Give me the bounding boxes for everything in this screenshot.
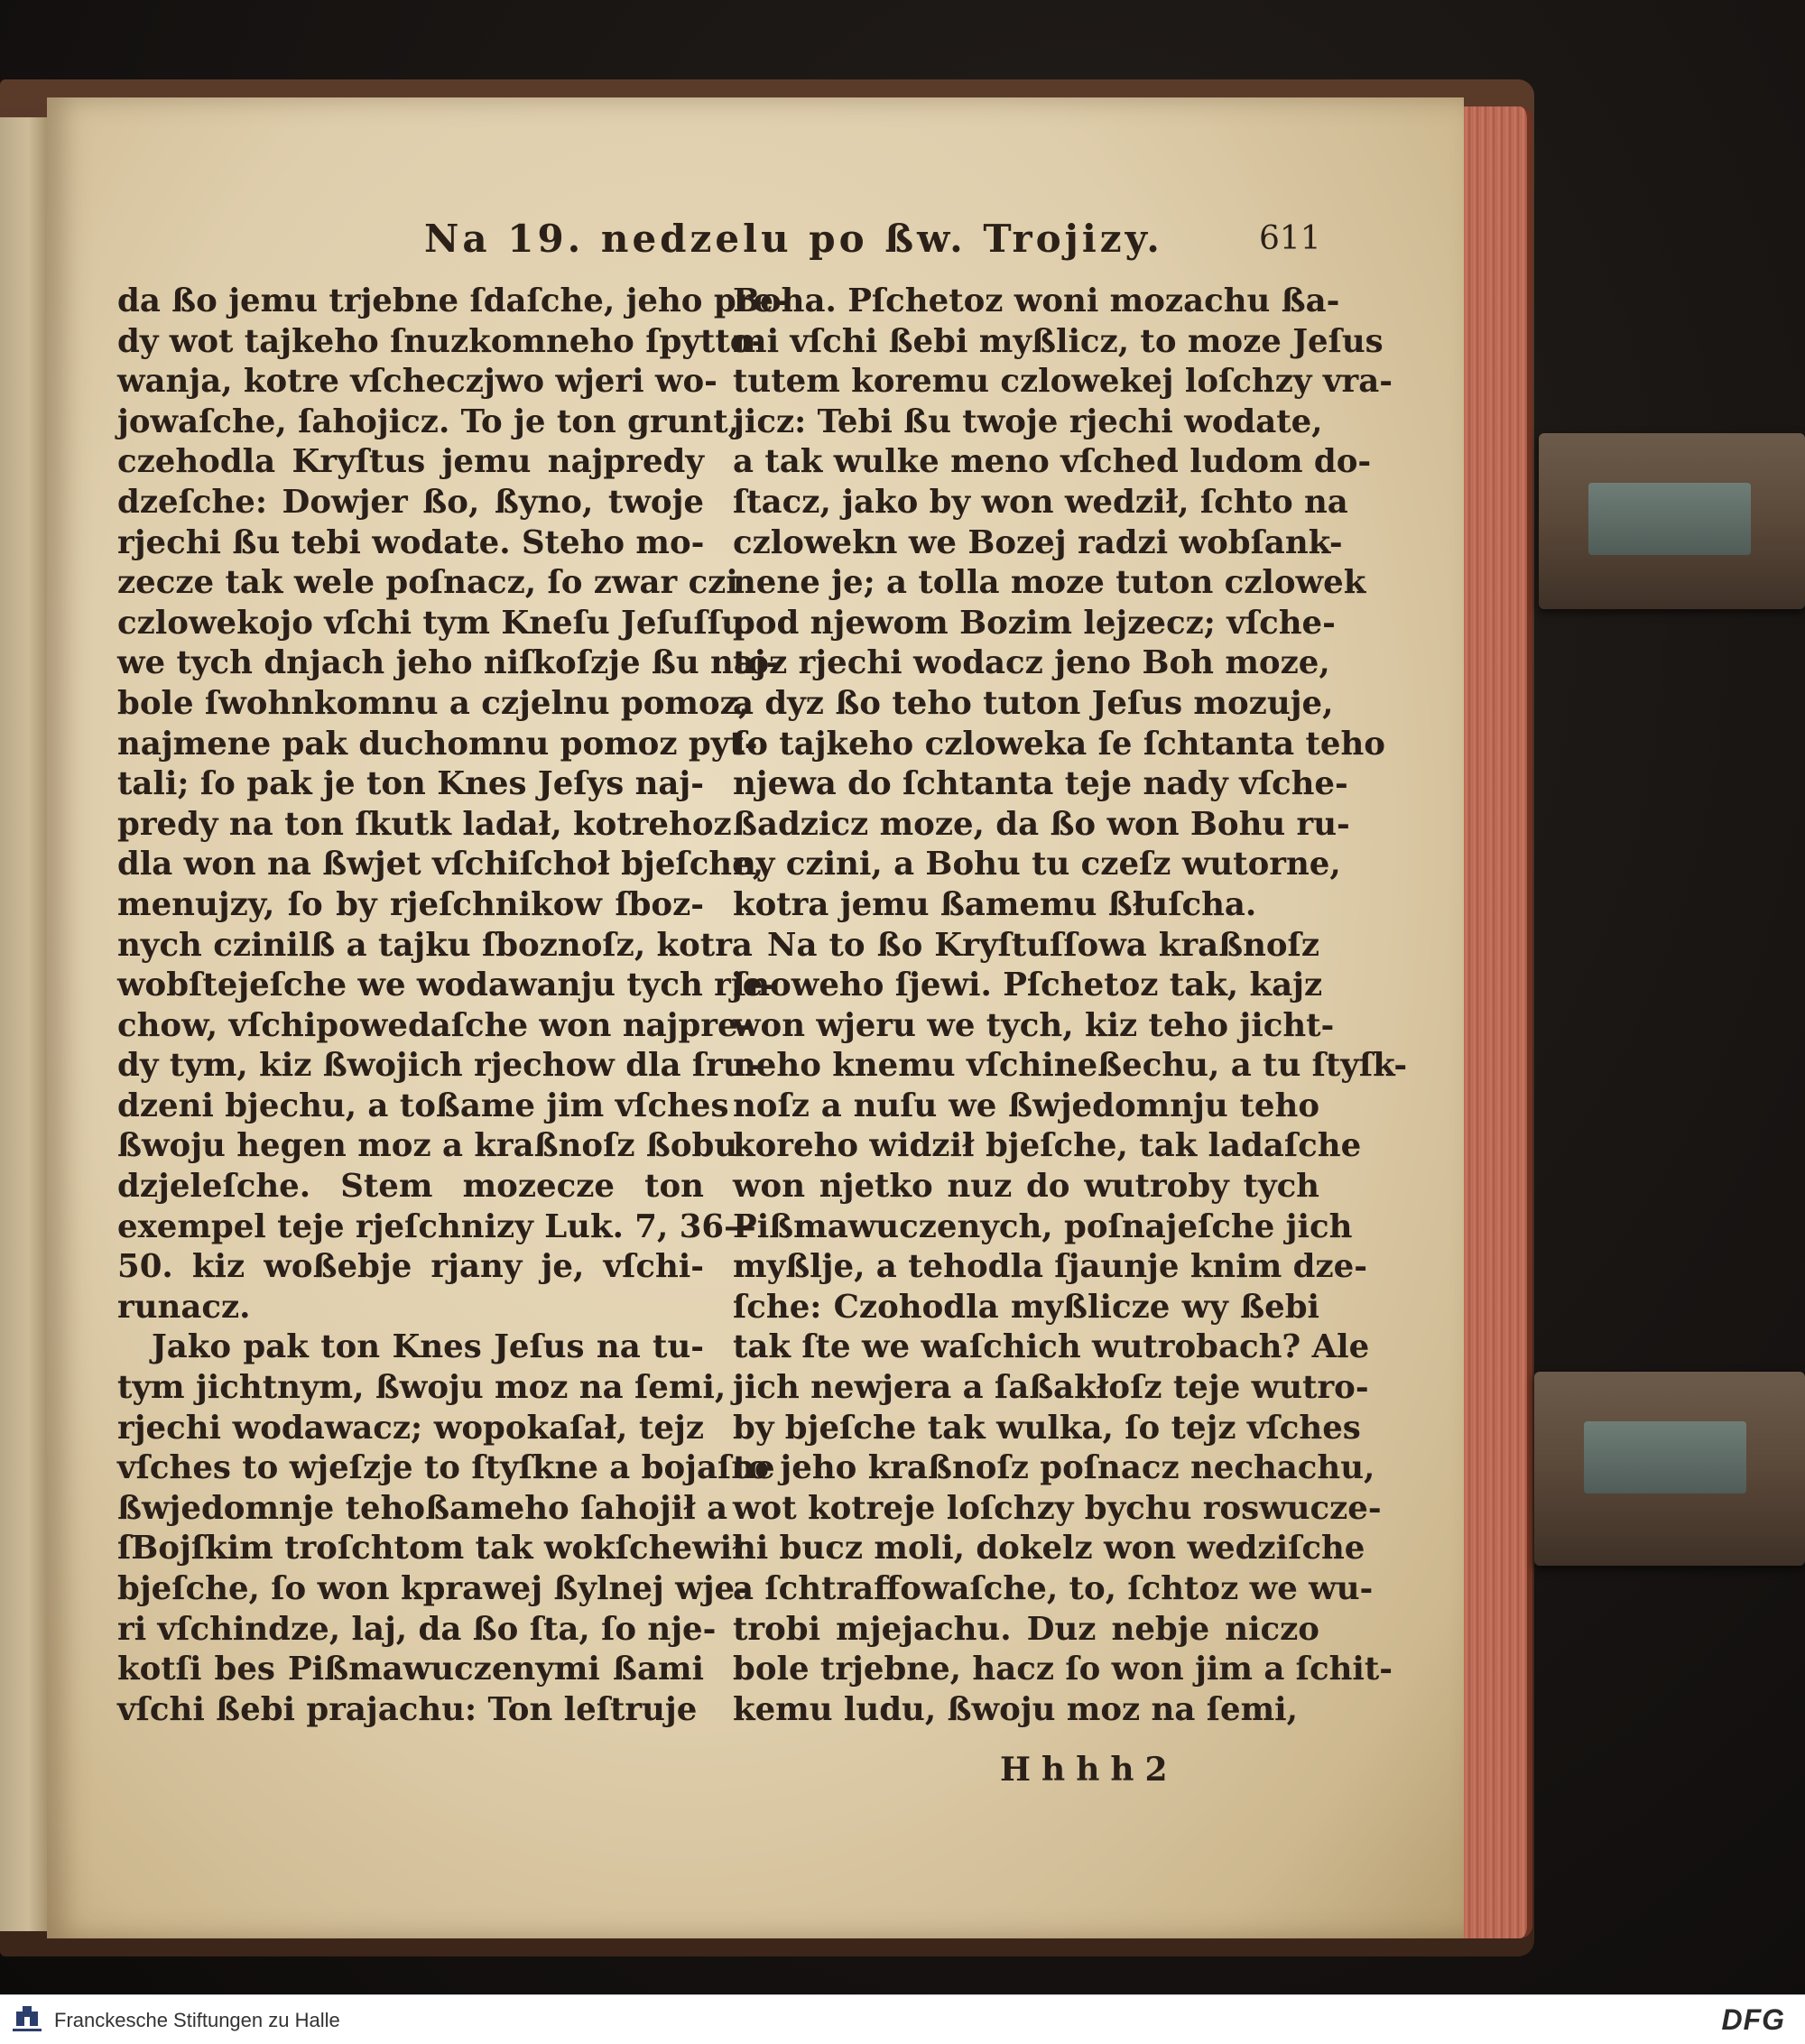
text-line: a dyz ßo teho tuton Jeſus mozuje,	[733, 684, 1334, 722]
text-line: Jako pak ton Knes Jeſus na tu-	[152, 1328, 704, 1366]
text-line: Na to ßo Kryſtuſſowa kraßnoſz	[767, 926, 1319, 964]
page-number: 611	[1259, 220, 1321, 257]
clasp-plate	[1588, 483, 1751, 555]
text-line: vſches to wjeſzje to ſtyſkne a bojaſne	[117, 1449, 775, 1487]
left-text-column	[117, 282, 787, 1730]
text-line: kemu ludu, ßwoju moz na ſemi,	[733, 1690, 1298, 1728]
text-line: vſchi ßebi prajachu: Ton leſtruje	[117, 1690, 698, 1728]
text-line: tutem koremu czlowekej loſchzy vra-	[733, 363, 1393, 401]
text-line: nene je; a tolla moze tuton czlowek	[733, 564, 1366, 602]
text-line: bjeſche, ſo won kprawej ßylnej wje-	[117, 1570, 748, 1607]
text-line: ſche: Czohodla myßlicze wy ßebi	[733, 1288, 1319, 1326]
upper-clasp	[1539, 433, 1805, 609]
text-line: dla won na ßwjet vſchiſchoł bjeſche,	[117, 846, 764, 883]
text-line: da ßo jemu trjebne ſdaſche, jeho pre-	[117, 282, 787, 319]
text-line: myßlje, a tehodla ſjaunje knim dze-	[733, 1248, 1367, 1286]
text-line: 50. kiz woßebje rjany je, vſchi-	[117, 1248, 704, 1286]
text-line: kotſi bes Pißmawuczenymi ßami	[117, 1651, 704, 1688]
footer-bar	[0, 1994, 1805, 2044]
text-line: ri vſchindze, laj, da ßo ſta, ſo nje-	[117, 1610, 717, 1648]
text-line: rjechi wodawacz; wopokaſał, tejz	[117, 1409, 704, 1447]
text-line: koreho widził bjeſche, tak ladaſche	[733, 1127, 1362, 1165]
text-line: jich newjera a ſaßakłoſz teje wutro-	[733, 1369, 1369, 1407]
text-line: runacz.	[117, 1288, 251, 1326]
running-title: Na 19. nedzelu po ßw. Trojizy.	[424, 217, 1163, 261]
text-line: chow, vſchipowedaſche won najpre-	[117, 1006, 752, 1044]
text-line: predy na ton ſkutk ladał, kotrehoz	[117, 805, 732, 843]
text-line: czehodla Kryſtus jemu najpredy	[117, 443, 704, 481]
text-line: dzeſche: Dowjer ßo, ßyno, twoje	[117, 483, 704, 521]
text-line: bole ſwohnkomnu a czjelnu pomoz,	[117, 684, 750, 722]
right-text-column	[733, 282, 1408, 1730]
text-line: ſo tajkeho czloweka ſe ſchtanta teho	[733, 725, 1385, 763]
text-line: jicz: Tebi ßu twoje rjechi wodate,	[733, 402, 1323, 440]
text-line: a ſchtraffowaſche, to, ſchtoz we wu-	[733, 1570, 1374, 1607]
institution-name: Franckesche Stiftungen zu Halle	[54, 2009, 340, 2031]
text-line: dzjeleſche. Stem mozecze ton	[117, 1168, 704, 1206]
text-line: by bjeſche tak wulka, ſo tejz vſches	[733, 1409, 1361, 1447]
text-line: menujzy, ſo by rjeſchnikow ſboz-	[117, 885, 704, 923]
text-line: ßwjedomnje tehoßameho ſahojił a	[117, 1489, 728, 1527]
signature-mark: Hhhh2	[1000, 1751, 1179, 1789]
text-line: to jeho kraßnoſz poſnacz nechachu,	[733, 1449, 1375, 1487]
text-line: wot kotreje loſchzy bychu roswucze-	[733, 1489, 1382, 1527]
text-line: ſnoweho ſjewi. Pſchetoz tak, kajz	[733, 967, 1323, 1004]
text-line: tali; ſo pak je ton Knes Jeſys naj-	[117, 765, 704, 803]
text-line: we tych dnjach jeho niſkoſzje ßu naj-	[117, 644, 780, 682]
text-line: ßadzicz moze, da ßo won Bohu ru-	[733, 805, 1350, 843]
text-line: njewa do ſchtanta teje nady vſche-	[733, 765, 1348, 803]
text-line: ſBojſkim troſchtom tak wokſchewił	[117, 1530, 745, 1568]
text-line: ſtacz, jako by won wedził, ſchto na	[733, 483, 1348, 521]
text-line: jowaſche, ſahojicz. To je ton grunt,	[117, 402, 739, 440]
dfg-logo: DFG	[1721, 2003, 1785, 2036]
text-line: Boha. Pſchetoz woni mozachu ßa-	[733, 282, 1340, 319]
text-line: noſz a nuſu we ßwjedomnju teho	[733, 1087, 1319, 1124]
lower-clasp	[1534, 1372, 1805, 1566]
text-line: trobi mjejachu. Duz nebje niczo	[733, 1610, 1319, 1648]
previous-page-edge	[0, 117, 47, 1931]
text-line: kotra jemu ßamemu ßłuſcha.	[733, 885, 1257, 923]
text-line: won njetko nuz do wutroby tych	[733, 1168, 1319, 1206]
text-line: pod njewom Bozim lejzecz; vſche-	[733, 604, 1336, 642]
text-line: zecze tak wele poſnacz, ſo zwar czi	[117, 564, 738, 602]
text-line: exempel teje rjeſchnizy Luk. 7, 36—	[117, 1207, 756, 1245]
text-line: Pißmawuczenych, poſnajeſche jich	[733, 1207, 1353, 1245]
text-line: czlowekojo vſchi tym Kneſu Jeſuſſu	[117, 604, 745, 642]
text-line: bole trjebne, hacz ſo won jim a ſchit-	[733, 1651, 1393, 1688]
text-line: najmene pak duchomnu pomoz pyt-	[117, 725, 758, 763]
text-line: czlowekn we Bozej radzi wobſank-	[733, 523, 1343, 561]
text-line: dy wot tajkeho ſnuzkomneho ſpytto-	[117, 322, 765, 360]
text-line: wobſtejeſche we wodawanju tych rje-	[117, 967, 777, 1004]
text-line: ni bucz moli, dokelz won wedziſche	[733, 1530, 1365, 1568]
text-line: tym jichtnym, ßwoju moz na ſemi,	[117, 1369, 727, 1407]
text-line: toz rjechi wodacz jeno Boh moze,	[733, 644, 1330, 682]
text-line: dy tym, kiz ßwojich rjechow dla ſru-	[117, 1047, 760, 1085]
institution-logo-icon	[9, 2002, 45, 2037]
text-line: mi vſchi ßebi myßlicz, to moze Jeſus	[733, 322, 1384, 360]
text-line: ßwoju hegen moz a kraßnoſz ßobu	[117, 1127, 738, 1165]
text-line: rjechi ßu tebi wodate. Steho mo-	[117, 523, 705, 561]
clasp-plate	[1584, 1421, 1746, 1494]
page-block-edge	[1464, 106, 1532, 1938]
text-line: a tak wulke meno vſched ludom do-	[733, 443, 1372, 481]
text-line: nych czinilß a tajku ſboznoſz, kotra	[117, 926, 753, 964]
text-line: neho knemu vſchineßechu, a tu ſtyſk-	[733, 1047, 1408, 1085]
text-line: tak ſte we waſchich wutrobach? Ale	[733, 1328, 1370, 1366]
text-line: dzeni bjechu, a toßame jim vſches	[117, 1087, 729, 1124]
text-line: won wjeru we tych, kiz teho jicht-	[733, 1006, 1335, 1044]
text-line: ny czini, a Bohu tu czeſz wutorne,	[733, 846, 1341, 883]
text-line: wanja, kotre vſcheczjwo wjeri wo-	[117, 363, 717, 401]
